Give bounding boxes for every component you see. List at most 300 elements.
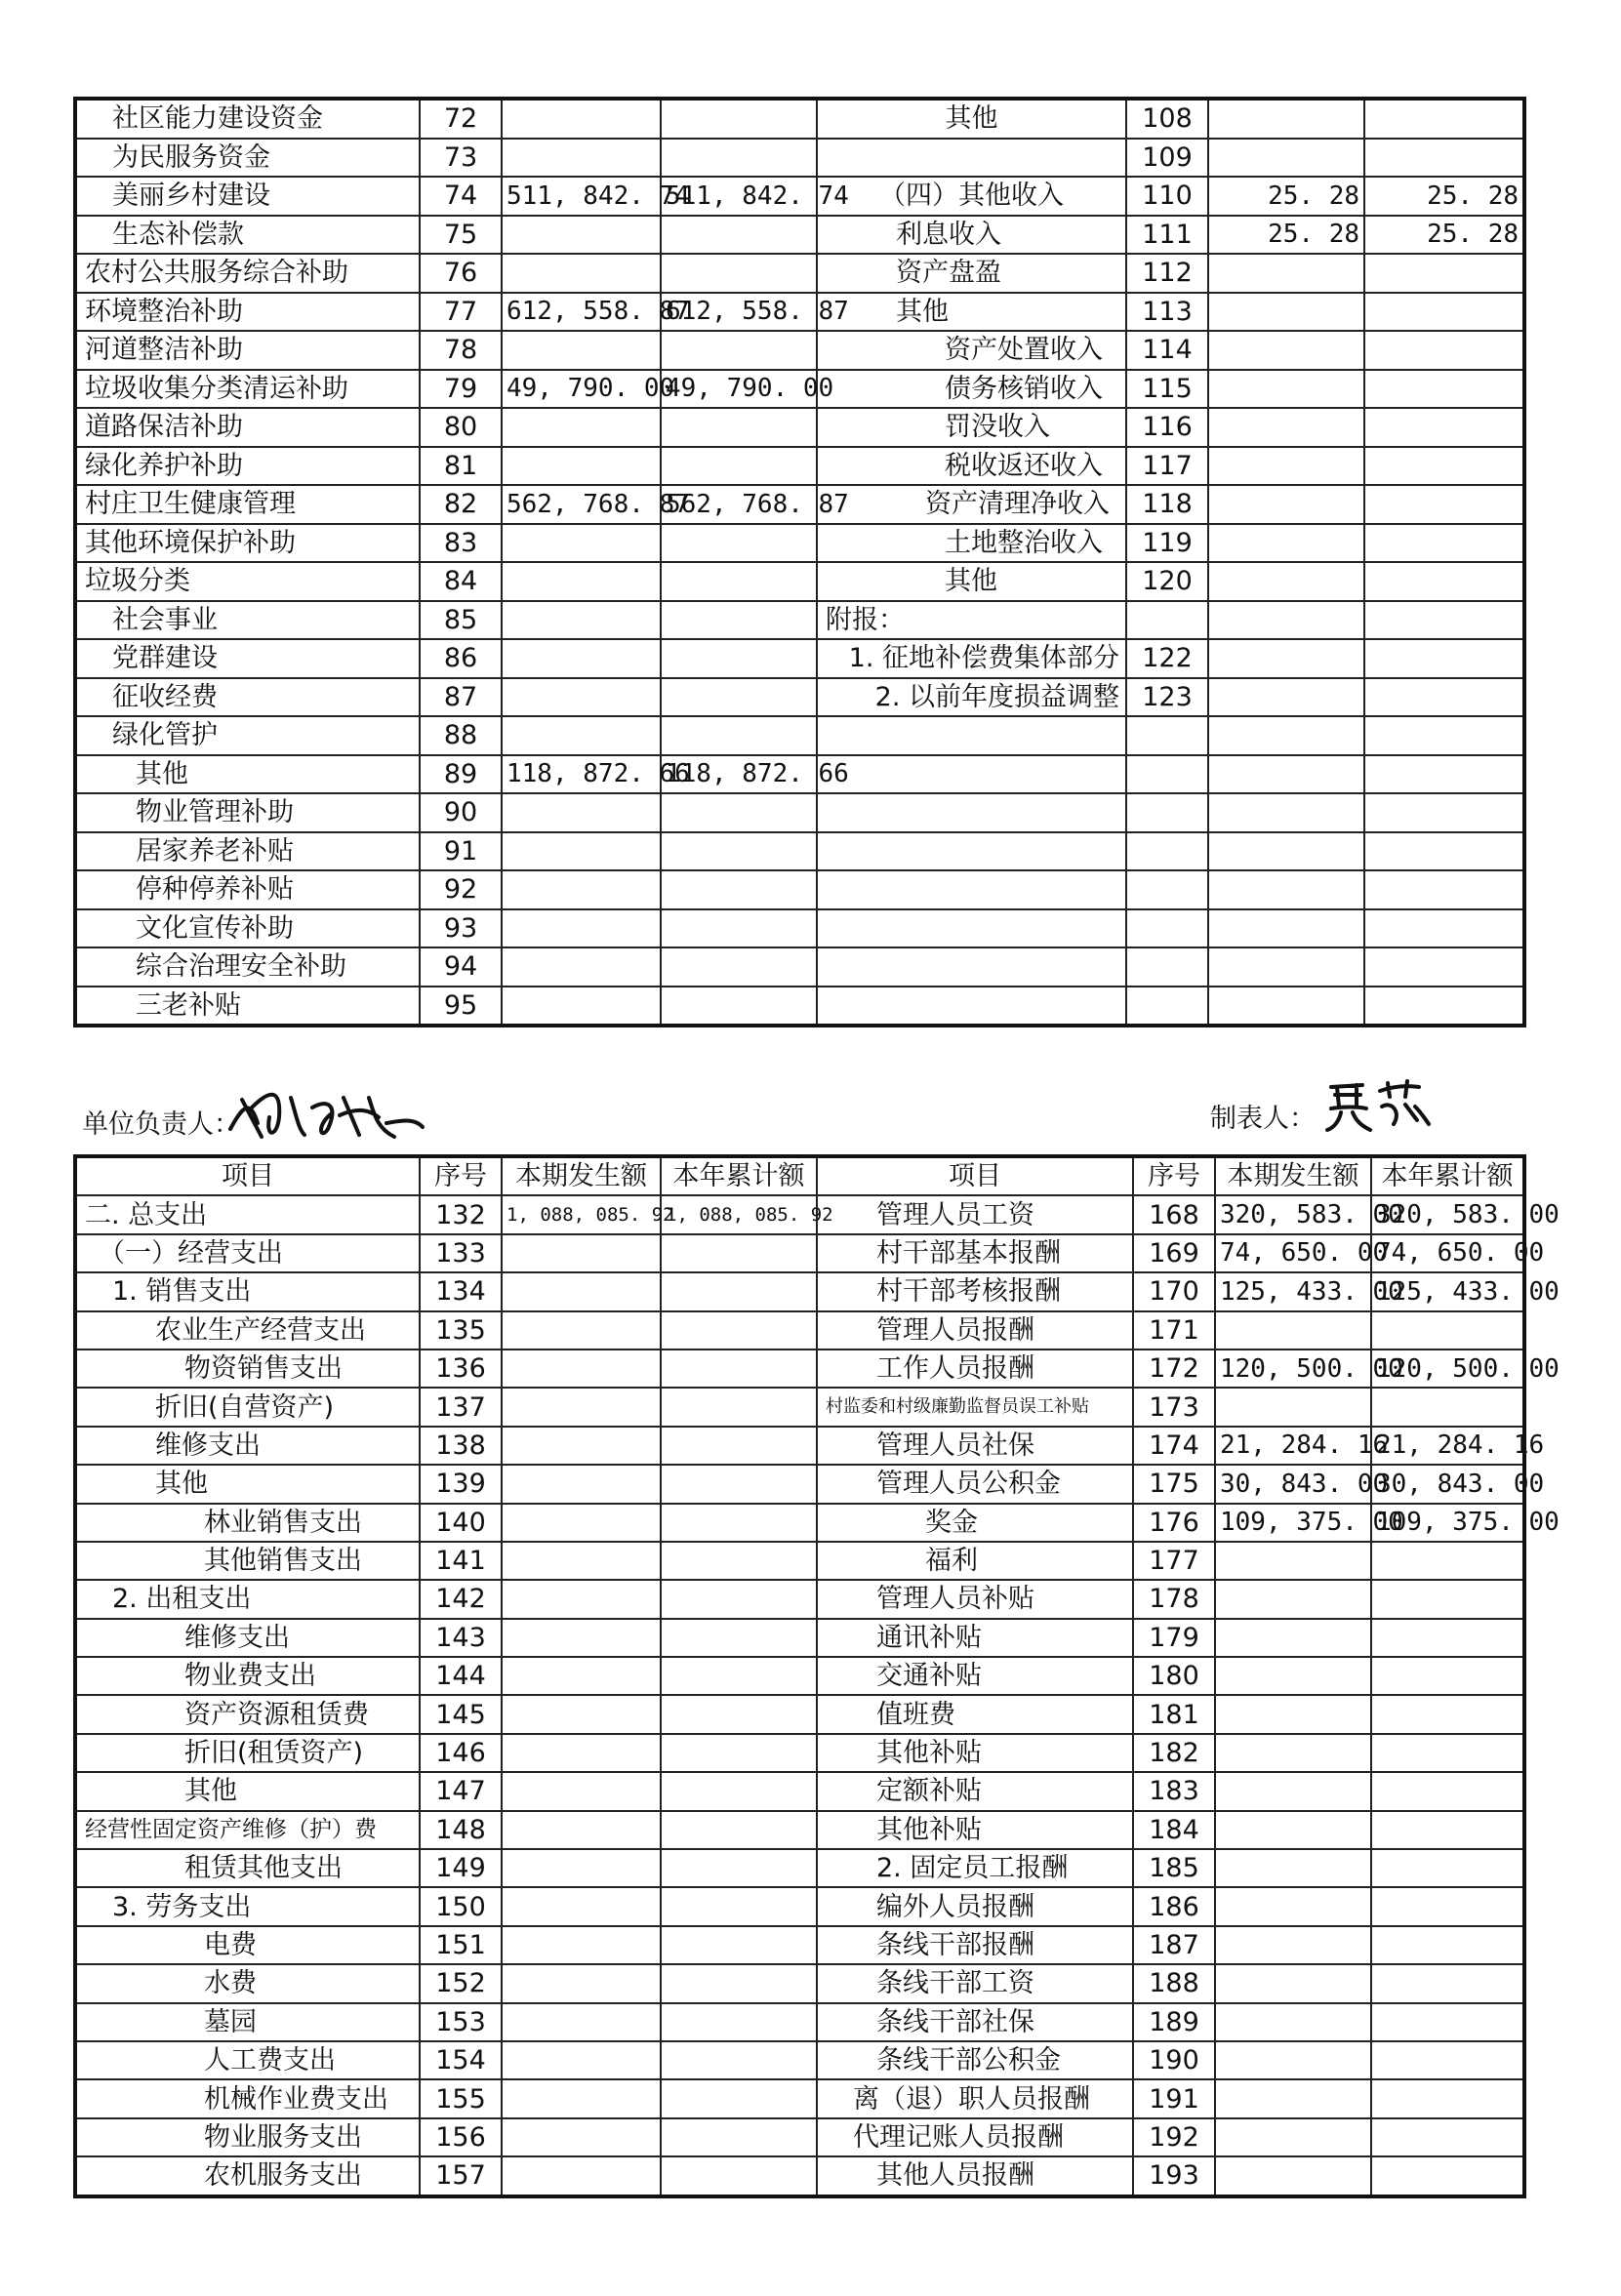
left-current-amount xyxy=(502,216,661,255)
left-seq-no: 91 xyxy=(420,832,502,871)
right-seq-no: 119 xyxy=(1126,524,1208,563)
left-current-amount xyxy=(502,2003,661,2041)
left-item: 折旧(自营资产) xyxy=(75,1388,420,1426)
table-row xyxy=(75,1349,1524,1388)
left-ytd-amount xyxy=(661,601,817,640)
right-ytd-amount xyxy=(1371,2041,1524,2079)
left-current-amount xyxy=(502,1465,661,1503)
right-ytd-amount xyxy=(1371,1695,1524,1733)
right-current-amount xyxy=(1215,2003,1371,2041)
left-item: （一）经营支出 xyxy=(75,1234,420,1272)
right-item xyxy=(817,793,1126,832)
right-ytd-amount xyxy=(1364,909,1524,948)
left-seq-no: 142 xyxy=(420,1580,502,1618)
left-item: 林业销售支出 xyxy=(75,1504,420,1542)
left-item: 其他 xyxy=(75,1772,420,1810)
right-ytd-amount xyxy=(1364,331,1524,370)
left-ytd-amount xyxy=(661,1657,817,1695)
right-seq-no: 184 xyxy=(1133,1811,1215,1849)
right-current-amount xyxy=(1208,639,1364,678)
left-seq-no: 143 xyxy=(420,1619,502,1657)
left-current-amount xyxy=(502,562,661,601)
right-seq-no: 189 xyxy=(1133,2003,1215,2041)
left-ytd-amount xyxy=(661,832,817,871)
left-seq-no: 83 xyxy=(420,524,502,563)
left-seq-no: 144 xyxy=(420,1657,502,1695)
right-item: 村干部基本报酬 xyxy=(817,1234,1133,1272)
right-ytd-amount xyxy=(1371,1734,1524,1772)
right-current-amount: 120, 500. 00 xyxy=(1215,1349,1371,1388)
left-ytd-amount xyxy=(661,524,817,563)
right-ytd-amount xyxy=(1371,1619,1524,1657)
left-ytd-amount xyxy=(661,1234,817,1272)
left-item: 绿化管护 xyxy=(75,716,420,755)
right-ytd-amount xyxy=(1371,1887,1524,1925)
table-row xyxy=(75,1580,1524,1618)
right-ytd-amount: 74, 650. 00 xyxy=(1371,1234,1524,1272)
left-item: 生态补偿款 xyxy=(75,216,420,255)
table-row xyxy=(75,987,1524,1027)
left-current-amount: 1, 088, 085. 92 xyxy=(502,1195,661,1233)
table-row xyxy=(75,139,1524,178)
left-seq-no: 86 xyxy=(420,639,502,678)
right-seq-no xyxy=(1126,716,1208,755)
right-item: 离（退）职人员报酬 xyxy=(817,2079,1133,2117)
left-ytd-amount xyxy=(661,678,817,717)
left-seq-no: 85 xyxy=(420,601,502,640)
left-ytd-amount xyxy=(661,1504,817,1542)
left-seq-no: 141 xyxy=(420,1542,502,1580)
left-ytd-amount xyxy=(661,562,817,601)
right-current-amount xyxy=(1215,2156,1371,2195)
table-row xyxy=(75,177,1524,216)
right-seq-no: 110 xyxy=(1126,177,1208,216)
left-seq-no: 153 xyxy=(420,2003,502,2041)
right-seq-no: 179 xyxy=(1133,1619,1215,1657)
income-table-continued xyxy=(73,97,1526,1027)
left-current-amount xyxy=(502,2156,661,2195)
left-ytd-amount xyxy=(661,1427,817,1465)
right-item: 定额补贴 xyxy=(817,1772,1133,1810)
right-item: 条线干部公积金 xyxy=(817,2041,1133,2079)
left-current-amount xyxy=(502,1619,661,1657)
right-item: 代理记账人员报酬 xyxy=(817,2118,1133,2156)
right-seq-no: 178 xyxy=(1133,1580,1215,1618)
table-row xyxy=(75,947,1524,987)
left-seq-no: 137 xyxy=(420,1388,502,1426)
right-current-amount xyxy=(1208,987,1364,1027)
right-current-amount xyxy=(1208,947,1364,987)
left-current-amount xyxy=(502,2079,661,2117)
right-current-amount xyxy=(1215,1619,1371,1657)
right-item xyxy=(817,909,1126,948)
right-ytd-amount xyxy=(1371,1772,1524,1810)
right-item xyxy=(817,870,1126,909)
right-ytd-amount xyxy=(1371,2118,1524,2156)
table-row xyxy=(75,793,1524,832)
table-row xyxy=(75,1734,1524,1772)
left-item: 环境整治补助 xyxy=(75,293,420,332)
left-seq-no: 155 xyxy=(420,2079,502,2117)
right-ytd-amount xyxy=(1364,562,1524,601)
right-ytd-amount xyxy=(1364,99,1524,139)
right-current-amount xyxy=(1208,408,1364,447)
left-current-amount: 511, 842. 74 xyxy=(502,177,661,216)
right-item: 其他补贴 xyxy=(817,1811,1133,1849)
left-ytd-amount xyxy=(661,1542,817,1580)
left-ytd-amount: 49, 790. 00 xyxy=(661,370,817,409)
left-seq-no: 78 xyxy=(420,331,502,370)
right-seq-no: 181 xyxy=(1133,1695,1215,1733)
left-seq-no: 87 xyxy=(420,678,502,717)
left-seq-no: 77 xyxy=(420,293,502,332)
right-item: 通讯补贴 xyxy=(817,1619,1133,1657)
left-item: 资产资源租赁费 xyxy=(75,1695,420,1733)
right-current-amount xyxy=(1208,293,1364,332)
left-ytd-amount xyxy=(661,331,817,370)
right-item: 其他 xyxy=(817,99,1126,139)
right-seq-no: 168 xyxy=(1133,1195,1215,1233)
left-ytd-amount xyxy=(661,2118,817,2156)
left-ytd-amount xyxy=(661,1349,817,1388)
table-row xyxy=(75,1388,1524,1426)
right-current-amount xyxy=(1215,1542,1371,1580)
table-row xyxy=(75,562,1524,601)
right-item xyxy=(817,755,1126,794)
right-ytd-amount xyxy=(1364,370,1524,409)
unit-head-signature xyxy=(223,1078,427,1147)
right-current-amount: 30, 843. 00 xyxy=(1215,1465,1371,1503)
left-item: 征收经费 xyxy=(75,678,420,717)
left-current-amount xyxy=(502,832,661,871)
left-ytd-amount xyxy=(661,254,817,293)
header-no: 序号 xyxy=(420,1156,502,1195)
right-ytd-amount xyxy=(1364,139,1524,178)
left-item: 居家养老补贴 xyxy=(75,832,420,871)
left-current-amount xyxy=(502,1504,661,1542)
left-item: 绿化养护补助 xyxy=(75,447,420,486)
left-current-amount xyxy=(502,99,661,139)
left-current-amount xyxy=(502,909,661,948)
left-ytd-amount xyxy=(661,1849,817,1887)
left-ytd-amount xyxy=(661,2156,817,2195)
table-row xyxy=(75,1504,1524,1542)
left-seq-no: 145 xyxy=(420,1695,502,1733)
table-row xyxy=(75,331,1524,370)
right-ytd-amount: 109, 375. 00 xyxy=(1371,1504,1524,1542)
right-item: 福利 xyxy=(817,1542,1133,1580)
left-current-amount xyxy=(502,1388,661,1426)
right-item: 奖金 xyxy=(817,1504,1133,1542)
right-ytd-amount xyxy=(1364,601,1524,640)
table-row xyxy=(75,1195,1524,1233)
left-seq-no: 146 xyxy=(420,1734,502,1772)
left-item: 综合治理安全补助 xyxy=(75,947,420,987)
left-item: 物业服务支出 xyxy=(75,2118,420,2156)
left-item: 墓园 xyxy=(75,2003,420,2041)
right-current-amount xyxy=(1208,562,1364,601)
preparer-label: 制表人： xyxy=(1210,1104,1316,1134)
left-seq-no: 93 xyxy=(420,909,502,948)
table-row xyxy=(75,678,1524,717)
left-seq-no: 134 xyxy=(420,1272,502,1310)
left-ytd-amount xyxy=(661,408,817,447)
right-current-amount xyxy=(1215,1964,1371,2002)
right-ytd-amount xyxy=(1364,793,1524,832)
right-seq-no: 109 xyxy=(1126,139,1208,178)
right-item: 其他补贴 xyxy=(817,1734,1133,1772)
table-row xyxy=(75,2156,1524,2195)
right-seq-no xyxy=(1126,832,1208,871)
left-ytd-amount xyxy=(661,1580,817,1618)
left-seq-no: 138 xyxy=(420,1427,502,1465)
right-current-amount xyxy=(1208,601,1364,640)
header-current: 本期发生额 xyxy=(1215,1156,1371,1195)
table-row xyxy=(75,870,1524,909)
right-current-amount xyxy=(1215,1811,1371,1849)
left-item: 垃圾分类 xyxy=(75,562,420,601)
right-current-amount xyxy=(1215,1580,1371,1618)
right-current-amount: 74, 650. 00 xyxy=(1215,1234,1371,1272)
left-ytd-amount xyxy=(661,216,817,255)
left-item: 社会事业 xyxy=(75,601,420,640)
left-seq-no: 84 xyxy=(420,562,502,601)
left-seq-no: 148 xyxy=(420,1811,502,1849)
right-item: 管理人员社保 xyxy=(817,1427,1133,1465)
table-row xyxy=(75,639,1524,678)
left-ytd-amount: 118, 872. 66 xyxy=(661,755,817,794)
left-current-amount xyxy=(502,1964,661,2002)
right-seq-no: 190 xyxy=(1133,2041,1215,2079)
right-current-amount: 25. 28 xyxy=(1208,177,1364,216)
right-seq-no: 122 xyxy=(1126,639,1208,678)
left-seq-no: 88 xyxy=(420,716,502,755)
left-item: 物业管理补助 xyxy=(75,793,420,832)
right-ytd-amount xyxy=(1371,2003,1524,2041)
left-current-amount xyxy=(502,1542,661,1580)
left-current-amount xyxy=(502,1580,661,1618)
right-seq-no xyxy=(1126,870,1208,909)
right-ytd-amount xyxy=(1364,639,1524,678)
right-seq-no xyxy=(1126,755,1208,794)
table-row xyxy=(75,99,1524,139)
right-current-amount xyxy=(1208,485,1364,524)
right-ytd-amount xyxy=(1371,1580,1524,1618)
left-item: 农村公共服务综合补助 xyxy=(75,254,420,293)
left-item: 道路保洁补助 xyxy=(75,408,420,447)
right-item: 其他 xyxy=(817,293,1126,332)
right-current-amount xyxy=(1208,909,1364,948)
left-item: 二. 总支出 xyxy=(75,1195,420,1233)
left-current-amount xyxy=(502,678,661,717)
right-seq-no xyxy=(1126,947,1208,987)
left-ytd-amount xyxy=(661,447,817,486)
right-seq-no: 193 xyxy=(1133,2156,1215,2195)
left-item: 其他 xyxy=(75,755,420,794)
left-seq-no: 90 xyxy=(420,793,502,832)
left-ytd-amount: 612, 558. 87 xyxy=(661,293,817,332)
right-ytd-amount xyxy=(1364,987,1524,1027)
right-item: 税收返还收入 xyxy=(817,447,1126,486)
left-ytd-amount: 1, 088, 085. 92 xyxy=(661,1195,817,1233)
left-ytd-amount xyxy=(661,639,817,678)
header-ytd: 本年累计额 xyxy=(661,1156,817,1195)
header-item: 项目 xyxy=(817,1156,1133,1195)
left-ytd-amount xyxy=(661,1811,817,1849)
right-seq-no: 117 xyxy=(1126,447,1208,486)
right-item: 条线干部社保 xyxy=(817,2003,1133,2041)
table-row xyxy=(75,755,1524,794)
left-seq-no: 135 xyxy=(420,1311,502,1349)
right-seq-no: 183 xyxy=(1133,1772,1215,1810)
table-row xyxy=(75,601,1524,640)
right-seq-no: 123 xyxy=(1126,678,1208,717)
left-seq-no: 73 xyxy=(420,139,502,178)
right-ytd-amount: 120, 500. 00 xyxy=(1371,1349,1524,1388)
right-current-amount xyxy=(1215,1887,1371,1925)
right-seq-no: 192 xyxy=(1133,2118,1215,2156)
left-seq-no: 133 xyxy=(420,1234,502,1272)
header-ytd: 本年累计额 xyxy=(1371,1156,1524,1195)
table-row xyxy=(75,216,1524,255)
left-seq-no: 154 xyxy=(420,2041,502,2079)
right-seq-no: 176 xyxy=(1133,1504,1215,1542)
table-row xyxy=(75,1542,1524,1580)
right-seq-no: 173 xyxy=(1133,1388,1215,1426)
left-seq-no: 151 xyxy=(420,1926,502,1964)
right-current-amount: 25. 28 xyxy=(1208,216,1364,255)
left-current-amount xyxy=(502,639,661,678)
right-seq-no: 185 xyxy=(1133,1849,1215,1887)
right-ytd-amount xyxy=(1371,2079,1524,2117)
left-seq-no: 156 xyxy=(420,2118,502,2156)
left-item: 文化宣传补助 xyxy=(75,909,420,948)
right-item: 资产处置收入 xyxy=(817,331,1126,370)
right-current-amount xyxy=(1215,1734,1371,1772)
right-current-amount xyxy=(1208,793,1364,832)
right-current-amount xyxy=(1215,1772,1371,1810)
left-current-amount xyxy=(502,331,661,370)
right-ytd-amount: 25. 28 xyxy=(1364,177,1524,216)
right-ytd-amount: 21, 284. 16 xyxy=(1371,1427,1524,1465)
left-ytd-amount xyxy=(661,947,817,987)
left-ytd-amount xyxy=(661,139,817,178)
left-seq-no: 132 xyxy=(420,1195,502,1233)
left-item: 维修支出 xyxy=(75,1427,420,1465)
right-seq-no: 120 xyxy=(1126,562,1208,601)
right-ytd-amount xyxy=(1371,1311,1524,1349)
right-current-amount xyxy=(1208,254,1364,293)
table-row xyxy=(75,1926,1524,1964)
right-item xyxy=(817,987,1126,1027)
right-ytd-amount xyxy=(1364,832,1524,871)
right-item xyxy=(817,139,1126,178)
left-ytd-amount xyxy=(661,1272,817,1310)
right-item: 值班费 xyxy=(817,1695,1133,1733)
left-ytd-amount xyxy=(661,716,817,755)
right-seq-no xyxy=(1126,601,1208,640)
left-item: 机械作业费支出 xyxy=(75,2079,420,2117)
right-item xyxy=(817,832,1126,871)
left-current-amount xyxy=(502,601,661,640)
right-ytd-amount xyxy=(1371,1849,1524,1887)
right-ytd-amount xyxy=(1364,293,1524,332)
right-ytd-amount xyxy=(1371,1926,1524,1964)
left-item: 租赁其他支出 xyxy=(75,1849,420,1887)
table-row xyxy=(75,1811,1524,1849)
left-seq-no: 152 xyxy=(420,1964,502,2002)
right-item: 债务核销收入 xyxy=(817,370,1126,409)
left-seq-no: 92 xyxy=(420,870,502,909)
right-item: 2. 固定员工报酬 xyxy=(817,1849,1133,1887)
table-row xyxy=(75,408,1524,447)
right-item: 管理人员补贴 xyxy=(817,1580,1133,1618)
table-row xyxy=(75,447,1524,486)
left-ytd-amount xyxy=(661,1695,817,1733)
left-ytd-amount: 562, 768. 87 xyxy=(661,485,817,524)
left-item: 农业生产经营支出 xyxy=(75,1311,420,1349)
table-row xyxy=(75,254,1524,293)
table-row xyxy=(75,1272,1524,1310)
header-current: 本期发生额 xyxy=(502,1156,661,1195)
left-item: 物业费支出 xyxy=(75,1657,420,1695)
left-current-amount: 49, 790. 00 xyxy=(502,370,661,409)
right-item: 利息收入 xyxy=(817,216,1126,255)
table-row xyxy=(75,1695,1524,1733)
table-row xyxy=(75,1619,1524,1657)
left-current-amount xyxy=(502,1349,661,1388)
table-row xyxy=(75,1311,1524,1349)
left-current-amount xyxy=(502,1734,661,1772)
right-item: 管理人员报酬 xyxy=(817,1311,1133,1349)
right-seq-no: 169 xyxy=(1133,1234,1215,1272)
left-seq-no: 140 xyxy=(420,1504,502,1542)
right-item: 土地整治收入 xyxy=(817,524,1126,563)
left-item: 2. 出租支出 xyxy=(75,1580,420,1618)
right-item: 其他人员报酬 xyxy=(817,2156,1133,2195)
left-ytd-amount xyxy=(661,870,817,909)
table-row xyxy=(75,485,1524,524)
right-current-amount: 320, 583. 00 xyxy=(1215,1195,1371,1233)
left-current-amount xyxy=(502,947,661,987)
table-row xyxy=(75,716,1524,755)
right-seq-no xyxy=(1126,909,1208,948)
right-ytd-amount xyxy=(1371,1657,1524,1695)
table-row xyxy=(75,293,1524,332)
left-ytd-amount xyxy=(661,1734,817,1772)
right-seq-no: 187 xyxy=(1133,1926,1215,1964)
right-current-amount xyxy=(1208,716,1364,755)
right-seq-no: 108 xyxy=(1126,99,1208,139)
left-item: 农机服务支出 xyxy=(75,2156,420,2195)
expenditure-table xyxy=(73,1154,1560,2198)
left-ytd-amount xyxy=(661,1887,817,1925)
right-ytd-amount xyxy=(1371,1964,1524,2002)
right-item: 资产清理净收入 xyxy=(817,485,1126,524)
table-row xyxy=(75,2003,1524,2041)
right-seq-no: 182 xyxy=(1133,1734,1215,1772)
table-row xyxy=(75,1465,1524,1503)
left-current-amount: 118, 872. 66 xyxy=(502,755,661,794)
left-seq-no: 147 xyxy=(420,1772,502,1810)
left-item: 村庄卫生健康管理 xyxy=(75,485,420,524)
right-seq-no: 114 xyxy=(1126,331,1208,370)
left-item: 党群建设 xyxy=(75,639,420,678)
right-seq-no: 191 xyxy=(1133,2079,1215,2117)
right-seq-no: 111 xyxy=(1126,216,1208,255)
right-ytd-amount xyxy=(1364,524,1524,563)
left-ytd-amount xyxy=(661,1388,817,1426)
